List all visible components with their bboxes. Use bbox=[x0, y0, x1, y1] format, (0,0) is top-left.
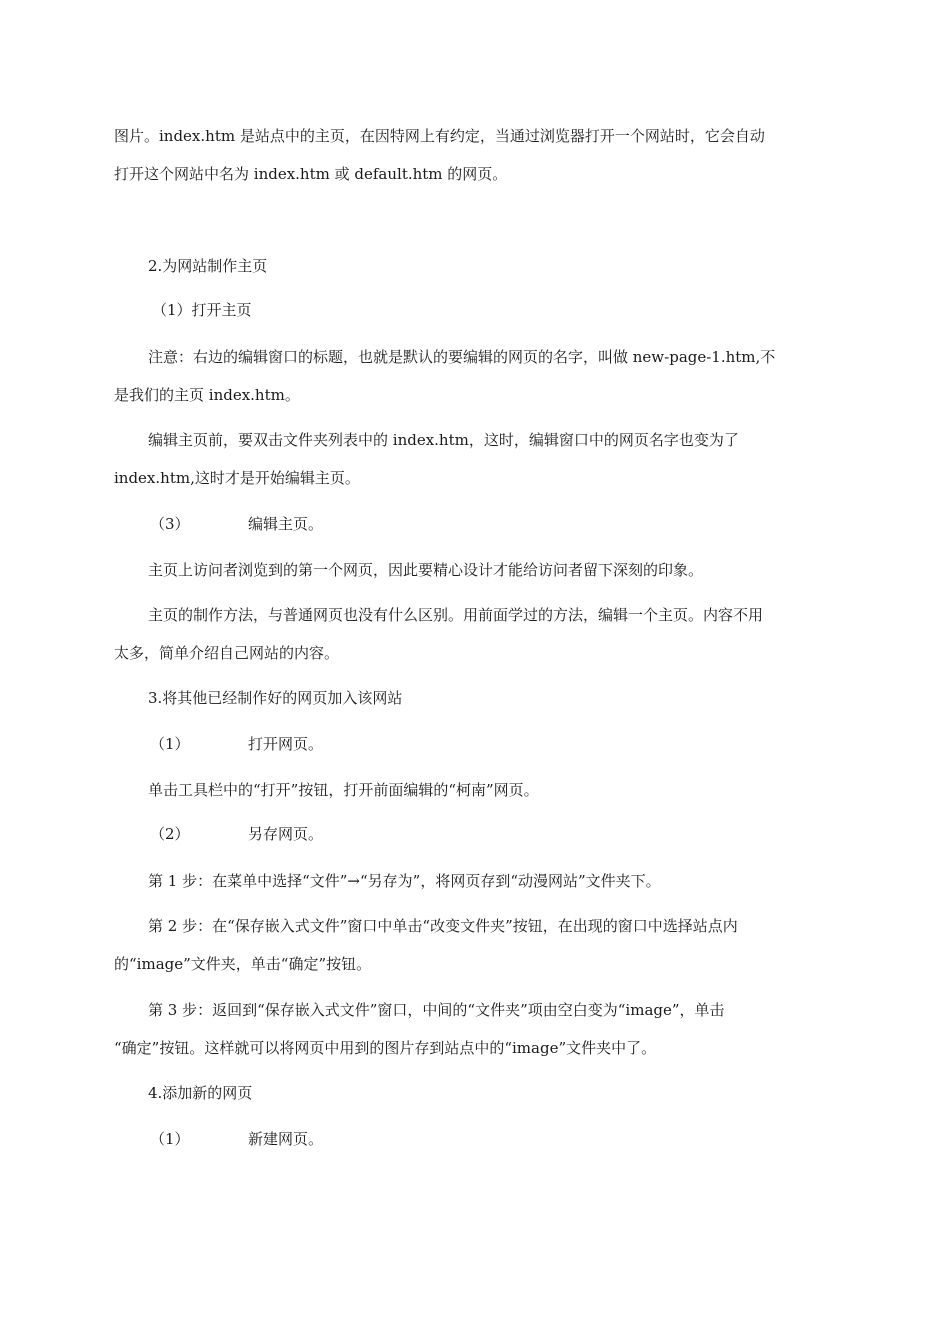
note-line1: 注意：右边的编辑窗口的标题，也就是默认的要编辑的网页的名字，叫做 new-page-1.htm,不 bbox=[148, 348, 776, 366]
homepage-paragraph2-line1: 主页的制作方法，与普通网页也没有什么区别。用前面学过的方法，编辑一个主页。内容不用 bbox=[148, 606, 764, 624]
open-page-paragraph: 单击工具栏中的“打开”按钮，打开前面编辑的“柯南”网页。 bbox=[148, 781, 539, 799]
step3-line2: “确定”按钮。这样就可以将网页中用到的图片存到站点中的“image”文件夹中了。 bbox=[114, 1039, 657, 1057]
edit-paragraph-line2: index.htm,这时才是开始编辑主页。 bbox=[114, 469, 360, 487]
step3-line1: 第 3 步：返回到“保存嵌入式文件”窗口，中间的“文件夹”项由空白变为“image”，单击 bbox=[148, 1001, 725, 1019]
homepage-paragraph2-line2: 太多，简单介绍自己网站的内容。 bbox=[114, 644, 340, 662]
list-text-save-as: 另存网页。 bbox=[248, 825, 324, 843]
list-text-open-page: 打开网页。 bbox=[248, 735, 324, 753]
heading-section-3: 3.将其他已经制作好的网页加入该网站 bbox=[148, 689, 403, 707]
paragraph-intro-line1: 图片。index.htm 是站点中的主页，在因特网上有约定，当通过浏览器打开一个网站时，它会自动 bbox=[114, 127, 765, 145]
heading-section-4: 4.添加新的网页 bbox=[148, 1084, 253, 1102]
heading-section-2: 2.为网站制作主页 bbox=[148, 257, 268, 275]
list-number-3: （3） bbox=[150, 515, 190, 533]
note-line2: 是我们的主页 index.htm。 bbox=[114, 386, 300, 404]
subheading-open-homepage: （1）打开主页 bbox=[152, 301, 252, 319]
step1-paragraph: 第 1 步：在菜单中选择“文件”→“另存为”，将网页存到“动漫网站”文件夹下。 bbox=[148, 872, 661, 890]
list-text-new-page: 新建网页。 bbox=[248, 1130, 324, 1148]
list-number-4-1: （1） bbox=[150, 1130, 190, 1148]
list-number-1: （1） bbox=[150, 735, 190, 753]
list-number-2: （2） bbox=[150, 825, 190, 843]
list-text-edit-homepage: 编辑主页。 bbox=[248, 515, 324, 533]
paragraph-intro-line2: 打开这个网站中名为 index.htm 或 default.htm 的网页。 bbox=[114, 165, 508, 183]
step2-line2: 的“image”文件夹，单击“确定”按钮。 bbox=[114, 955, 372, 973]
homepage-paragraph1: 主页上访问者浏览到的第一个网页，因此要精心设计才能给访问者留下深刻的印象。 bbox=[148, 561, 704, 579]
edit-paragraph-line1: 编辑主页前，要双击文件夹列表中的 index.htm，这时，编辑窗口中的网页名字也变为了 bbox=[148, 431, 739, 449]
step2-line1: 第 2 步：在“保存嵌入式文件”窗口中单击“改变文件夹”按钮，在出现的窗口中选择站点内 bbox=[148, 917, 738, 935]
